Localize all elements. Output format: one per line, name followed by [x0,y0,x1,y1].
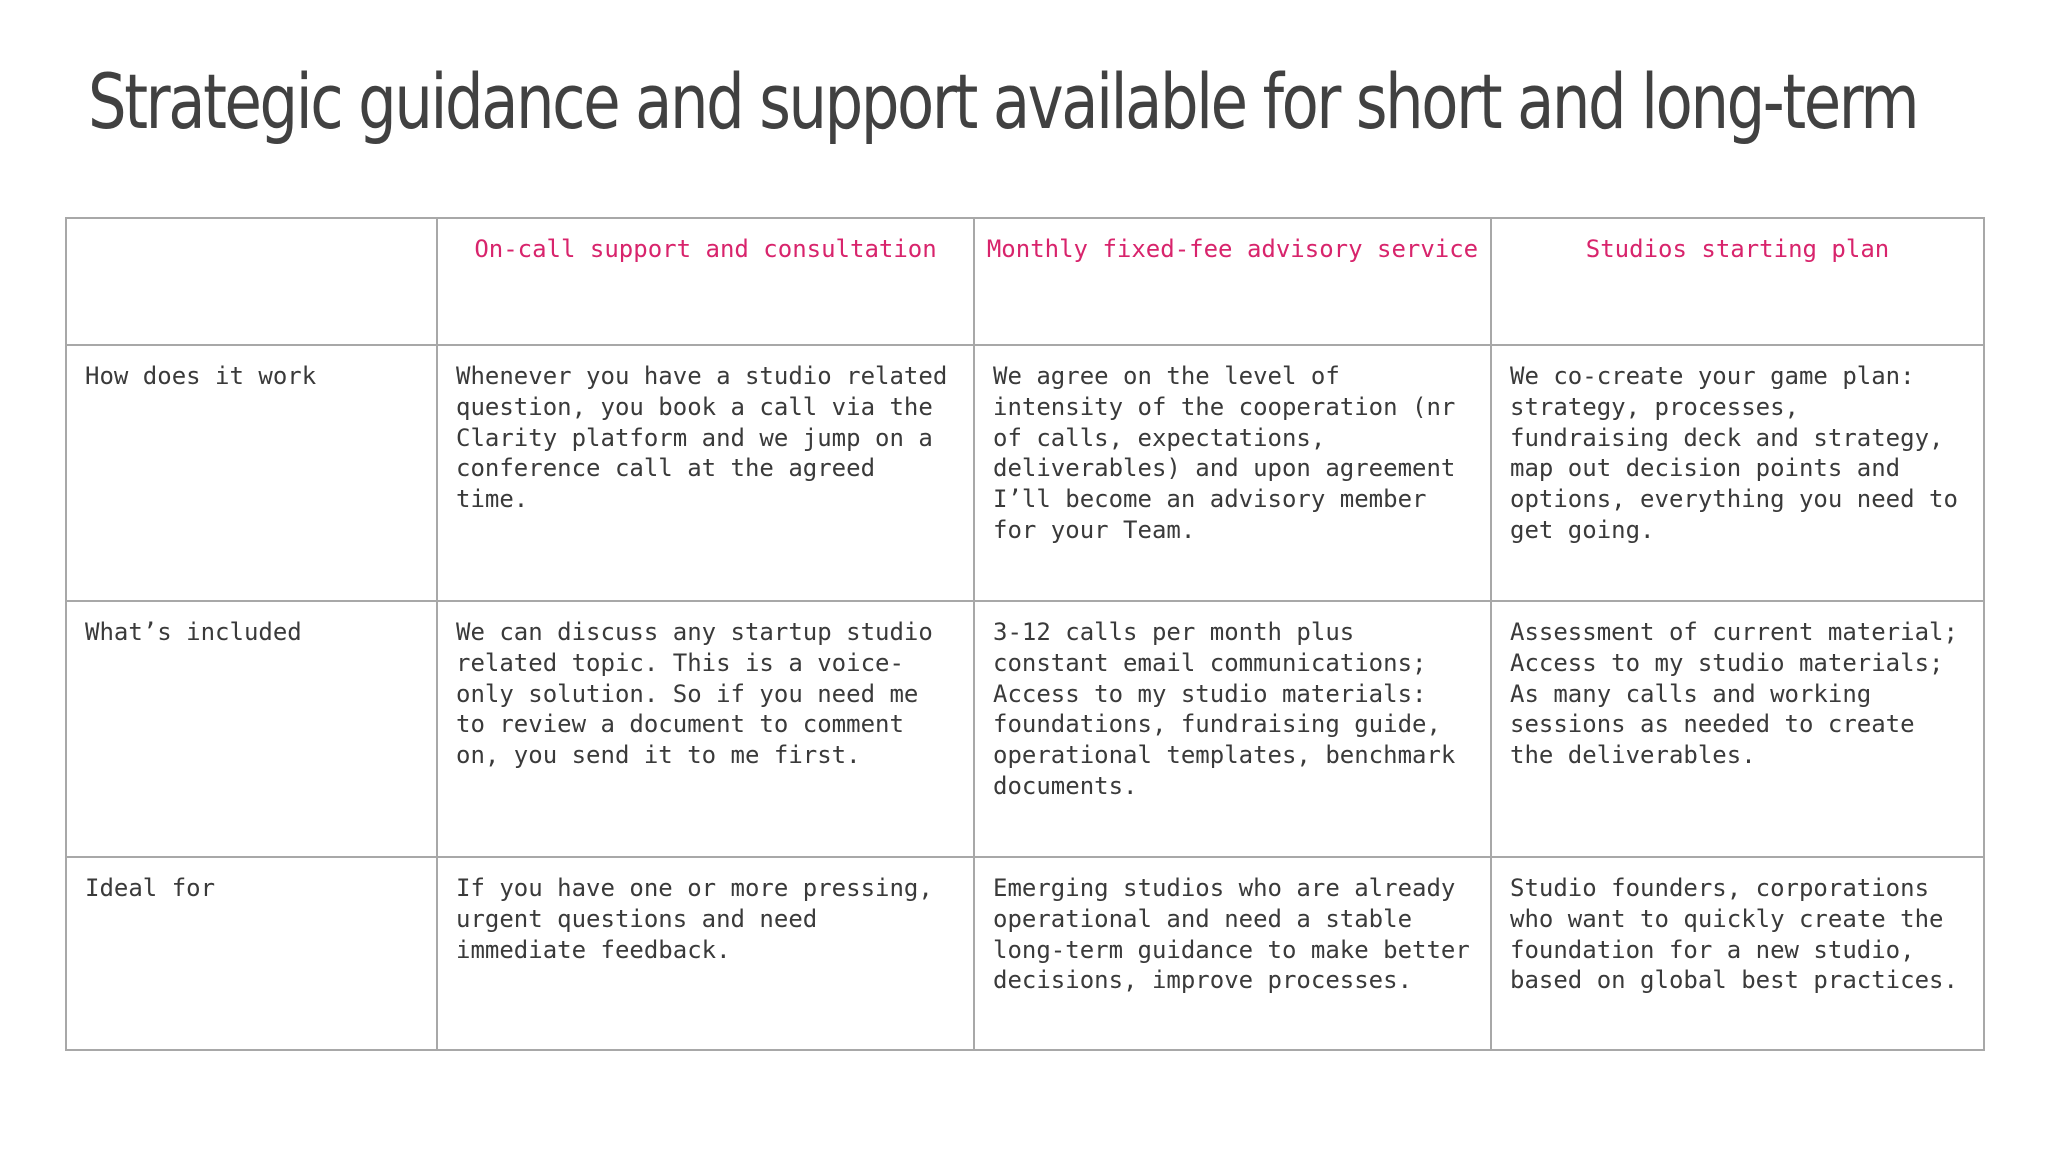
table-cell [1491,345,1984,601]
table-cell [974,857,1491,1050]
row-label-ideal-for: Ideal for [66,857,437,1050]
cell-text: Emerging studios who are already operational and need a stable long-term guidance to make better decisions, improve processes. [993,874,1485,995]
cell-text: Studio founders, corporations who want to quickly create the foundation for a new studio, based on global best practices. [1510,874,1958,995]
cell-text: If you have one or more pressing, urgent questions and need immediate feedback. [456,874,948,964]
table-row [66,601,1984,857]
table-cell [1491,857,1984,1050]
table-cell [974,345,1491,601]
page-title: Strategic guidance and support available for short and long-term [88,57,1918,146]
cell-text: We can discuss any startup studio related topic. This is a voice-only solution. So if you need me to review a document to comment on, you send it to me first. [456,618,948,770]
column-header-starting-plan: Studios starting plan [1491,218,1984,345]
comparison-table [65,217,1985,1051]
table-cell [437,601,974,857]
cell-text: Assessment of current material; Access to my studio materials; As many calls and working sessions as needed to create the deliverables. [1510,618,1958,770]
table-cell [437,857,974,1050]
table-cell [1491,601,1984,857]
table-row [66,345,1984,601]
table-corner-cell [66,218,437,345]
cell-text: Whenever you have a studio related question, you book a call via the Clarity platform and we jump on a conference call at the agreed time. [456,362,962,514]
row-label-how-it-works: How does it work [66,345,437,601]
cell-text: We agree on the level of intensity of the cooperation (nr of calls, expectations, deliverables) and upon agreement I’ll become an advisory member for your Team. [993,362,1470,544]
column-header-monthly-advisory: Monthly fixed-fee advisory service [974,218,1491,345]
row-label-whats-included: What’s included [66,601,437,857]
cell-text: 3-12 calls per month plus constant email communications; Access to my studio materials: foundations, fundraising guide, operational templates, benchmark documents. [993,618,1470,800]
table-cell [974,601,1491,857]
table-header-row [66,218,1984,345]
table-cell [437,345,974,601]
cell-text: We co-create your game plan: strategy, processes, fundraising deck and strategy, map out decision points and options, everything you need to get going. [1510,362,1973,544]
column-header-on-call: On-call support and consultation [437,218,974,345]
table-row [66,857,1984,1050]
